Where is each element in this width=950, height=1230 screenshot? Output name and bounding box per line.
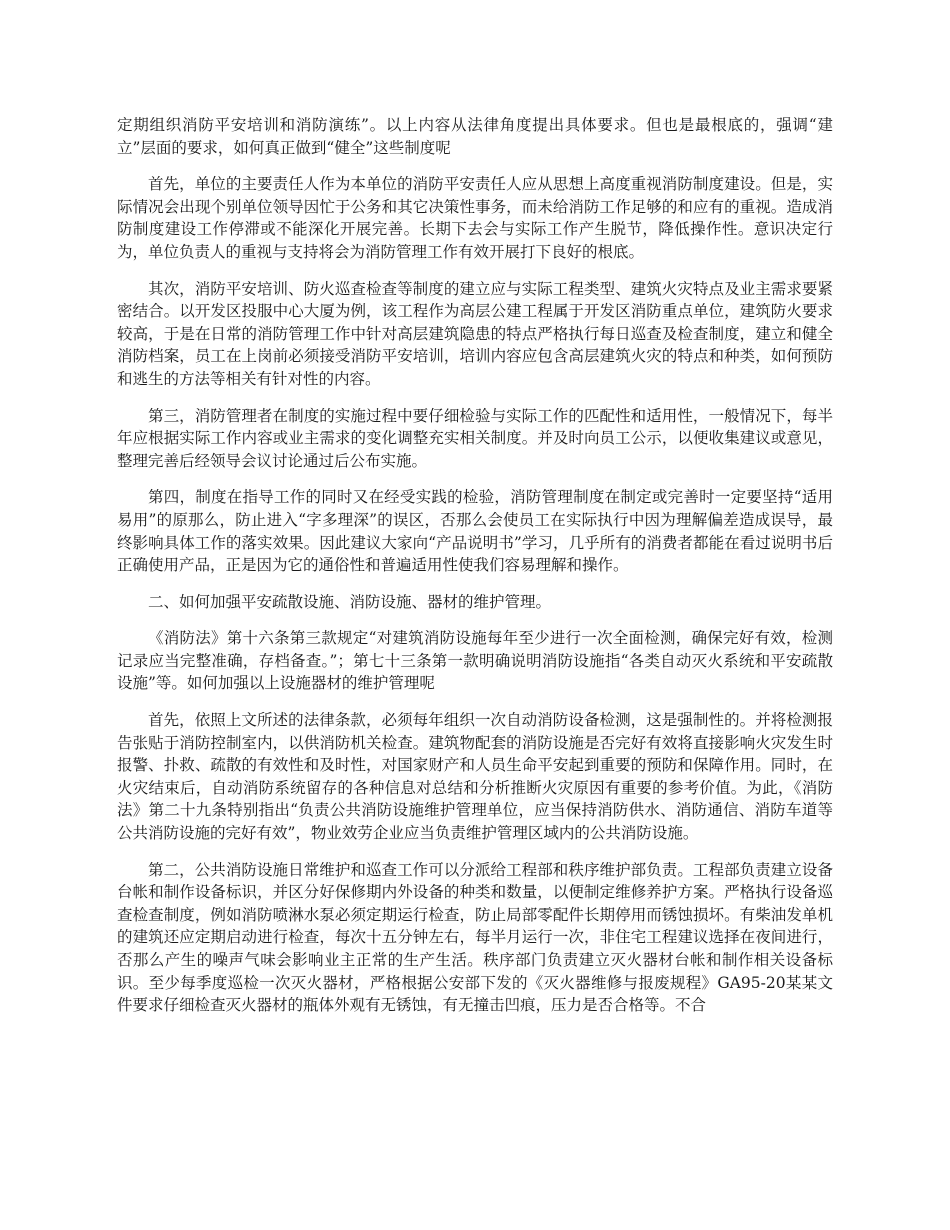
paragraph-second-point: 其次，消防平安培训、防火巡查检查等制度的建立应与实际工程类型、建筑火灾特点及业主需求要紧密结合。以开发区投服中心大厦为例，该工程作为高层公建工程属于开发区消防重点单位，建筑防火要求较高，于是在日常的消防管理工作中针对高层建筑隐患的特点严格执行每日巡查及检查制度，建立和健全消防档案，员工在上岗前必须接受消防平安培训，培训内容应包含高层建筑火灾的特点和种类，如何预防和逃生的方法等相关有针对性的内容。 [117, 279, 833, 388]
paragraph-fourth-point: 第四，制度在指导工作的同时又在经受实践的检验，消防管理制度在制定或完善时一定要坚持“适用易用”的原那么，防止进入“字多理深”的误区，否那么会使员工在实际执行中因为理解偏差造成误导，最终影响具体工作的落实效果。因此建议大家向“产品说明书”学习，几乎所有的消费者都能在看过说明书后正确使用产品，正是因为它的通俗性和普遍适用性使我们容易理解和操作。 [117, 488, 833, 575]
paragraph-continuation: 定期组织消防平安培训和消防演练”。以上内容从法律角度提出具体要求。但也是最根底的，强调“建立”层面的要求，如何真正做到“健全”这些制度呢 [117, 116, 833, 157]
paragraph-fire-law-quote: 《消防法》第十六条第三款规定“对建筑消防设施每年至少进行一次全面检测，确保完好有效，检测记录应当完整准确，存档备查。”；第七十三条第一款明确说明消防设施指“各类自动灭火系统和平安疏散设施”等。如何加强以上设施器材的维护管理呢 [117, 629, 833, 693]
paragraph-first-point: 首先，单位的主要责任人作为本单位的消防平安责任人应从思想上高度重视消防制度建设。但是，实际情况会出现个别单位领导因忙于公务和其它决策性事务，而未给消防工作足够的和应有的重视。造成消防制度建设工作停滞或不能深化开展完善。长期下去会与实际工作产生脱节，降低操作性。意识决定行为，单位负责人的重视与支持将会为消防管理工作有效开展打下良好的根底。 [117, 175, 833, 261]
paragraph-annual-inspection: 首先，依照上文所述的法律条款，必须每年组织一次自动消防设备检测，这是强制性的。并将检测报告张贴于消防控制室内，以供消防机关检查。建筑物配套的消防设施是否完好有效将直接影响火灾发生时报警、扑救、疏散的有效性和及时性，对国家财产和人员生命平安起到重要的预防和保障作用。同时，在火灾结束后，自动消防系统留存的各种信息对总结和分析推断火灾原因有重要的参考价值。为此，《消防法》第二十九条特别指出“负责公共消防设施维护管理单位，应当保持消防供水、消防通信、消防车道等公共消防设施的完好有效”，物业效劳企业应当负责维护管理区域内的公共消防设施。 [117, 711, 833, 843]
section-heading-2: 二、如何加强平安疏散设施、消防设施、器材的维护管理。 [148, 592, 552, 611]
paragraph-third-point: 第三，消防管理者在制度的实施过程中要仔细检验与实际工作的匹配性和适用性，一般情况下，每半年应根据实际工作内容或业主需求的变化调整充实相关制度。并及时向员工公示，以便收集建议或意见，整理完善后经领导会议讨论通过后公布实施。 [117, 406, 833, 470]
document-body [117, 114, 833, 1031]
paragraph-daily-maintenance: 第二，公共消防设施日常维护和巡查工作可以分派给工程部和秩序维护部负责。工程部负责建立设备台帐和制作设备标识，并区分好保修期内外设备的种类和数量，以便制定维修养护方案。严格执行设备巡查检查制度，例如消防喷淋水泵必须定期运行检查，防止局部零配件长期停用而锈蚀损坏。有柴油发单机的建筑还应定期启动进行检查，每次十五分钟左右，每半月运行一次，非住宅工程建议选择在夜间进行，否那么产生的噪声气味会影响业主正常的生产生活。秩序部门负责建立灭火器材台帐和制作相关设备标识。至少每季度巡检一次灭火器材，严格根据公安部下发的《灭火器维修与报废规程》GA95-20某某文件要求仔细检查灭火器材的瓶体外观有无锈蚀，有无撞击凹痕，压力是否合格等。不合 [117, 860, 833, 1015]
